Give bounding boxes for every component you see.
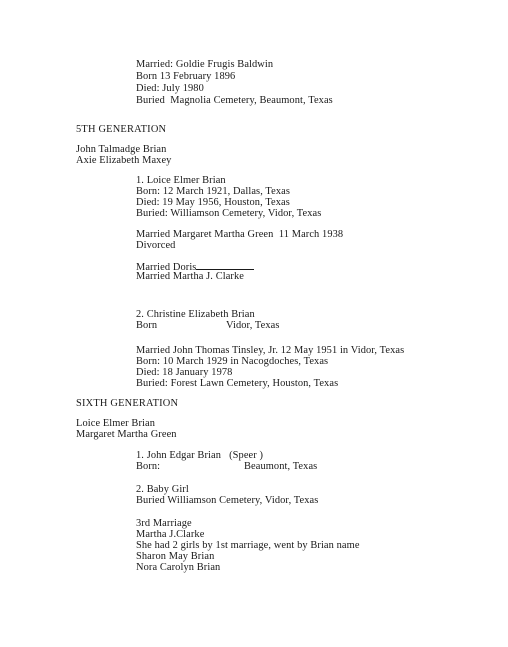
born-line: Born 13 February 1896 [136, 71, 236, 82]
gen5-child1-name: 1. Loice Elmer Brian [136, 175, 226, 186]
gen5-child2-born-label: Born [136, 320, 158, 331]
gen6-child1-name: 1. John Edgar Brian (Speer ) [136, 450, 264, 461]
blank-underline [196, 260, 254, 270]
married-line: Married: Goldie Frugis Baldwin [136, 59, 274, 70]
gen5-child1-buried: Buried: Williamson Cemetery, Vidor, Texas [136, 208, 322, 219]
gen6-marriage3-girl1: Sharon May Brian [136, 551, 215, 562]
gen6-child2-buried: Buried Williamson Cemetery, Vidor, Texas [136, 495, 319, 506]
gen5-heading: 5TH GENERATION [76, 124, 167, 135]
gen6-marriage3-spouse: Martha J.Clarke [136, 529, 205, 540]
gen6-child1-born-label: Born: [136, 461, 161, 472]
gen5-child2-spouse-buried: Buried: Forest Lawn Cemetery, Houston, Texas [136, 378, 339, 389]
gen6-marriage3-label: 3rd Marriage [136, 518, 192, 529]
gen5-parent2: Axie Elizabeth Maxey [76, 155, 172, 166]
gen5-child2-spouse-died: Died: 18 January 1978 [136, 367, 233, 378]
gen6-parent1: Loice Elmer Brian [76, 418, 156, 429]
gen5-child1-married1: Married Margaret Martha Green 11 March 1938 [136, 229, 344, 240]
gen6-parent2: Margaret Martha Green [76, 429, 177, 440]
gen5-child1-married3: Married Martha J. Clarke [136, 271, 245, 282]
buried-line: Buried Magnolia Cemetery, Beaumont, Texas [136, 95, 333, 106]
gen5-child2-married: Married John Thomas Tinsley, Jr. 12 May 1951 in Vidor, Texas [136, 345, 405, 356]
died-line: Died: July 1980 [136, 83, 204, 94]
gen5-child2-spouse-born: Born: 10 March 1929 in Nacogdoches, Texas [136, 356, 329, 367]
gen6-child2-name: 2. Baby Girl [136, 484, 189, 495]
gen6-child1-born-place: Beaumont, Texas [244, 461, 318, 472]
gen5-child2-name: 2. Christine Elizabeth Brian [136, 309, 255, 320]
gen6-marriage3-girl2: Nora Carolyn Brian [136, 562, 221, 573]
gen5-child1-married2: Married Doris [136, 262, 197, 273]
gen6-marriage3-note: She had 2 girls by 1st marriage, went by Brian name [136, 540, 360, 551]
gen5-child1-born: Born: 12 March 1921, Dallas, Texas [136, 186, 290, 197]
gen5-parent1: John Talmadge Brian [76, 144, 167, 155]
gen5-child1-died: Died: 19 May 1956, Houston, Texas [136, 197, 290, 208]
gen5-child2-born-place: Vidor, Texas [226, 320, 280, 331]
gen5-child1-divorced: Divorced [136, 240, 176, 251]
gen6-heading: SIXTH GENERATION [76, 398, 179, 409]
